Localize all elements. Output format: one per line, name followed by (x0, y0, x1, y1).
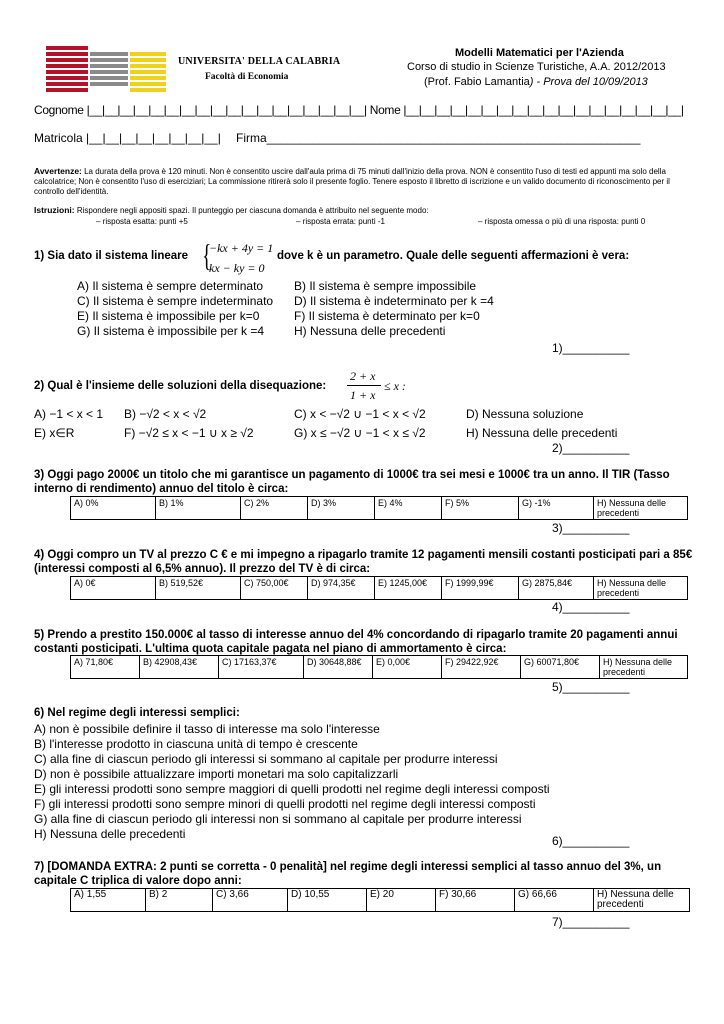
course-title: Modelli Matematici per l'Azienda (455, 47, 624, 59)
q7-option-h[interactable]: H) Nessuna delle precedenti (594, 889, 690, 912)
q5-option-c[interactable]: C) 17163,37€ (219, 656, 304, 679)
score-wrong: – risposta errata: punti -1 (296, 217, 385, 226)
q2-option-b[interactable]: B) −√2 < x < √2 (124, 407, 207, 421)
q7-text: 7) [DOMANDA EXTRA: 2 punti se corretta - 0 penalità] nel regime degli interessi semplici al tasso annuo del 3%, un capitale C triplica di valore dopo anni: (34, 861, 662, 887)
q6-option-a[interactable]: A) non è possibile definire il tasso di interesse ma solo l'interesse (34, 722, 380, 736)
q5-option-f[interactable]: F) 29422,92€ (442, 656, 521, 679)
q3-answer-line[interactable]: 3)__________ (552, 521, 630, 535)
instructions (34, 205, 686, 216)
q6-option-b[interactable]: B) l'interesse prodotto in ciascuna unità di tempo è crescente (34, 737, 358, 751)
q5-option-d[interactable]: D) 30648,88€ (304, 656, 373, 679)
q1-option-a[interactable]: A) Il sistema è sempre determinato (77, 279, 264, 293)
q3-option-d[interactable]: D) 3% (308, 497, 375, 520)
exam-date: ) - Prova del 10/09/2013 (529, 76, 648, 88)
q4-option-d[interactable]: D) 974,35€ (308, 577, 375, 600)
q5-option-g[interactable]: G) 60071,80€ (521, 656, 600, 679)
q7-option-a[interactable]: A) 1,55 (71, 889, 146, 912)
q7-options-table (70, 888, 690, 912)
q2-answer-line[interactable]: 2)__________ (552, 441, 630, 455)
q2-option-e[interactable]: E) x∈R (34, 426, 75, 440)
warnings (34, 166, 686, 197)
q6-option-h[interactable]: H) Nessuna delle precedenti (34, 827, 186, 841)
logo-grey-block (90, 52, 128, 88)
q7-option-d[interactable]: D) 10,55 (288, 889, 367, 912)
q2-option-h[interactable]: H) Nessuna delle precedenti (466, 426, 618, 440)
q2-option-d[interactable]: D) Nessuna soluzione (466, 407, 584, 421)
q3-option-h[interactable]: H) Nessuna delle precedenti (594, 497, 688, 520)
q5-option-e[interactable]: E) 0,00€ (373, 656, 442, 679)
q1-equation-1: −kx + 4y = 1 (209, 241, 274, 255)
q3-option-c[interactable]: C) 2% (241, 497, 308, 520)
q1-option-b[interactable]: B) Il sistema è sempre impossibile (294, 279, 477, 293)
q1-option-h[interactable]: H) Nessuna delle precedenti (294, 324, 446, 338)
q5-text: 5) Prendo a prestito 150.000€ al tasso di interesse annuo del 4% concordando di ripagarlo tramite 20 pagamenti annui costanti posticipati. L'ultima quota capitale pagata nel piano di ammortamento è circa: (34, 629, 678, 655)
q3-text: 3) Oggi pago 2000€ un titolo che mi garantisce un pagamento di 1000€ tra sei mesi e 1000€ tra un anno. Il TIR (Tasso interno di rendimento) annuo del titolo è circa: (34, 469, 670, 495)
warnings-text: La durata della prova è 120 minuti. Non è consentito uscire dall'aula prima di 75 minuti dall'inizio della prova. NON è consentito l'uso di testi ed appunti ma solo della calcolatrice; Non è consentito l'uso di eserciziari; La commissione ritirerà solo il presente foglio. Tenere esposto il libretto di iscrizione e un valido documento di riconoscimento per il controllo dell'identità. (34, 167, 670, 196)
q1-option-f[interactable]: F) Il sistema è determinato per k=0 (294, 309, 480, 323)
q4-answer-line[interactable]: 4)__________ (552, 600, 630, 614)
q6-option-e[interactable]: E) gli interessi prodotti sono sempre maggiori di quelli prodotti nel regime degli interessi composti (34, 782, 550, 796)
course-subtitle: Corso di studio in Scienze Turistiche, A.A. 2012/2013 (407, 61, 666, 73)
q5-option-a[interactable]: A) 71,80€ (71, 656, 140, 679)
q2-prefix: 2) Qual è l'insieme delle soluzioni della disequazione: (34, 380, 327, 392)
matricola-field[interactable]: Matricola |__|__|__|__|__|__|__|__| (34, 131, 221, 145)
q2-option-a[interactable]: A) −1 < x < 1 (34, 407, 104, 421)
professor: (Prof. Fabio Lamantia (424, 76, 530, 88)
exam-info (424, 76, 648, 88)
q6-option-d[interactable]: D) non è possibile attualizzare importi monetari ma solo capitalizzarli (34, 767, 399, 781)
q3-option-g[interactable]: G) -1% (519, 497, 594, 520)
q1-system-brace: { (202, 237, 212, 273)
q7-option-g[interactable]: G) 66,66 (515, 889, 594, 912)
university-logo (46, 46, 176, 96)
cognome-nome-field[interactable]: Cognome |__|__|__|__|__|__|__|__|__|__|__|__|__|__|__|__|__|__| Nome |__|__|__|__|__|__|__|__|__|__|__|__|__|__|__|__|__|__| (34, 103, 684, 117)
q3-option-f[interactable]: F) 5% (442, 497, 519, 520)
q3-option-b[interactable]: B) 1% (156, 497, 241, 520)
faculty-name: Facoltà di Economia (205, 72, 289, 82)
q5-option-h[interactable]: H) Nessuna delle precedenti (600, 656, 688, 679)
q1-option-e[interactable]: E) Il sistema è impossibile per k=0 (77, 309, 260, 323)
q1-option-d[interactable]: D) Il sistema è indeterminato per k =4 (294, 294, 494, 308)
q3-option-a[interactable]: A) 0% (71, 497, 156, 520)
q2-numerator: 2 + x (350, 369, 376, 383)
q3-option-e[interactable]: E) 4% (375, 497, 442, 520)
q2-relation: ≤ x : (384, 379, 406, 393)
warnings-label: Avvertenze: (34, 166, 82, 176)
q6-text: 6) Nel regime degli interessi semplici: (34, 707, 240, 719)
q4-option-g[interactable]: G) 2875,84€ (519, 577, 594, 600)
q4-option-f[interactable]: F) 1999,99€ (442, 577, 519, 600)
q1-suffix: dove k è un parametro. Quale delle seguenti affermazioni è vera: (277, 250, 630, 262)
q4-option-h[interactable]: H) Nessuna delle precedenti (594, 577, 688, 600)
q2-denominator: 1 + x (350, 388, 376, 402)
score-correct: – risposta esatta: punti +5 (96, 217, 188, 226)
q5-answer-line[interactable]: 5)__________ (552, 680, 630, 694)
q1-prefix: 1) Sia dato il sistema lineare (34, 250, 189, 262)
q4-option-a[interactable]: A) 0€ (71, 577, 156, 600)
q5-option-b[interactable]: B) 42908,43€ (140, 656, 219, 679)
instructions-text: Rispondere negli appositi spazi. Il punteggio per ciascuna domanda è attribuito nel seguente modo: (74, 206, 429, 215)
q4-text: 4) Oggi compro un TV al prezzo C € e mi impegno a ripagarlo tramite 12 pagamenti mensili costanti posticipati pari a 85€ (interessi composti al 6,5% annuo). Il prezzo del TV è di circa: (34, 549, 693, 575)
q4-option-b[interactable]: B) 519,52€ (156, 577, 241, 600)
q1-equation-2: kx − ky = 0 (209, 261, 265, 275)
q7-option-e[interactable]: E) 20 (367, 889, 436, 912)
q7-answer-line[interactable]: 7)__________ (552, 915, 630, 929)
q6-option-c[interactable]: C) alla fine di ciascun periodo gli interessi si sommano al capitale per produrre interessi (34, 752, 498, 766)
firma-field[interactable]: Firma________________________________________________________ (236, 131, 641, 145)
q6-answer-line[interactable]: 6)__________ (552, 834, 630, 848)
university-name: UNIVERSITA' DELLA CALABRIA (178, 56, 341, 67)
score-omitted: – risposta omessa o più di una risposta: punti 0 (478, 217, 646, 226)
q6-option-f[interactable]: F) gli interessi prodotti sono sempre minori di quelli prodotti nel regime degli interessi composti (34, 797, 536, 811)
q4-options-table (70, 576, 688, 600)
q7-option-c[interactable]: C) 3,66 (213, 889, 288, 912)
q5-options-table (70, 655, 688, 679)
q1-option-c[interactable]: C) Il sistema è sempre indeterminato (77, 294, 274, 308)
instructions-label: Istruzioni: (34, 205, 75, 215)
q7-option-f[interactable]: F) 30,66 (436, 889, 515, 912)
q7-option-b[interactable]: B) 2 (146, 889, 213, 912)
q6-option-g[interactable]: G) alla fine di ciascun periodo gli interessi non si sommano al capitale per produrre interessi (34, 812, 522, 826)
q4-option-c[interactable]: C) 750,00€ (241, 577, 308, 600)
q2-option-g[interactable]: G) x ≤ −√2 ∪ −1 < x ≤ √2 (294, 426, 426, 440)
logo-red-block (46, 46, 88, 94)
q1-option-g[interactable]: G) Il sistema è impossibile per k =4 (77, 324, 265, 338)
q1-answer-line[interactable]: 1)__________ (552, 341, 630, 355)
q4-option-e[interactable]: E) 1245,00€ (375, 577, 442, 600)
q2-fraction-bar (347, 385, 381, 386)
q3-options-table (70, 496, 688, 520)
q2-option-f[interactable]: F) −√2 ≤ x < −1 ∪ x ≥ √2 (124, 426, 254, 440)
q2-option-c[interactable]: C) x < −√2 ∪ −1 < x < √2 (294, 407, 426, 421)
logo-yellow-block (130, 52, 166, 94)
